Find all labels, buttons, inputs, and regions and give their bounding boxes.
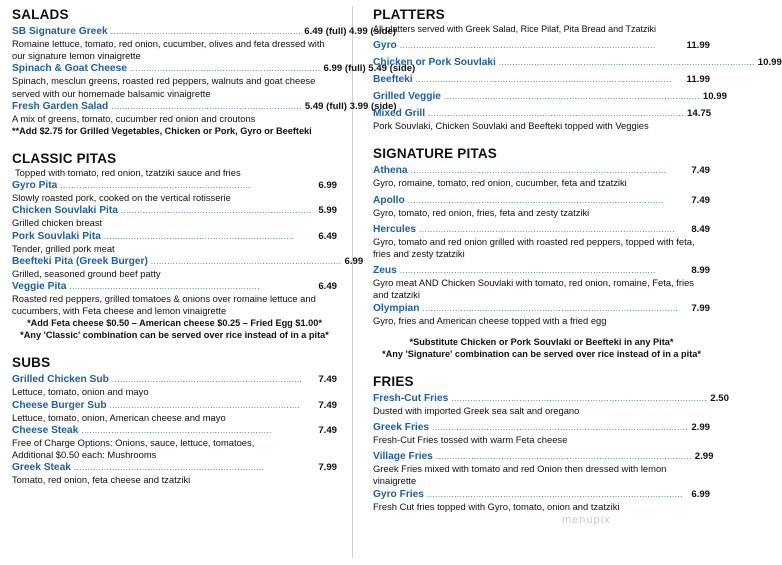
item-price: 5.49 (full) 3.99 (side) — [304, 100, 397, 112]
leader-dots: ...................................................................... — [73, 463, 265, 473]
section-title-salads: SALADS — [12, 7, 69, 22]
item-name: Chicken Souvlaki Pita — [12, 205, 118, 217]
item-price: 2.99 — [691, 422, 710, 434]
item-desc: Tomato, red onion, feta cheese and tzatziki — [12, 474, 191, 486]
menu-item-pork-souvlaki-pita[interactable] — [12, 230, 337, 243]
item-desc: Gyro, tomato and red onion grilled with roasted red peppers, topped with feta, fries and zesty tzatziki — [373, 235, 695, 260]
item-price: 14.75 — [687, 108, 712, 120]
section-title-platters: PLATTERS — [373, 7, 445, 22]
menu-item-gyro-platter[interactable] — [373, 39, 710, 52]
leader-dots: .............................................................................................. — [451, 393, 708, 403]
item-price: 7.99 — [318, 462, 337, 474]
item-name: Hercules — [373, 223, 417, 235]
leader-dots: ...................................................................... — [69, 282, 260, 292]
item-desc: Gyro, tomato, red onion, fries, feta and zesty tzatziki — [373, 206, 590, 218]
item-name: Mixed Grill — [373, 108, 426, 120]
leader-dots: ...................................................................... — [150, 256, 342, 266]
item-name: Apollo — [373, 194, 405, 206]
item-desc: Fresh-Cut Fries tossed with warm Feta cheese — [373, 434, 568, 446]
leader-dots: ...................................................................... — [103, 231, 295, 241]
leader-dots: ...................................................................... — [111, 101, 302, 111]
menu-item-sb-signature-greek[interactable] — [12, 25, 396, 38]
item-price: 6.49 (full) 4.99 (side) — [304, 26, 396, 37]
item-name: Beefteki — [373, 74, 413, 86]
leader-dots: .............................................................................................. — [410, 166, 667, 176]
item-desc: Tender, grilled pork meat — [12, 242, 115, 254]
item-name: Gyro Fries — [373, 488, 424, 500]
menu-item-olympian[interactable] — [373, 302, 710, 315]
item-desc: Gyro, fries and American cheese topped with a fried egg — [373, 314, 607, 326]
item-price: 11.99 — [686, 74, 710, 86]
item-price: 6.49 — [318, 281, 337, 293]
item-name: Beefteki Pita (Greek Burger) — [12, 255, 148, 267]
leader-dots: .............................................................................................. — [498, 58, 755, 68]
item-desc: Lettuce, tomato, onion and mayo — [12, 386, 149, 398]
item-name: Gyro Pita — [12, 180, 58, 192]
item-price: 7.99 — [691, 302, 710, 314]
item-desc: Grilled chicken breast — [12, 217, 103, 229]
watermark: menupix — [562, 514, 611, 526]
leader-dots: ...................................................................... — [110, 27, 302, 36]
item-name: Greek Fries — [373, 422, 430, 434]
item-price: 11.99 — [686, 40, 710, 52]
section-title-fries: FRIES — [373, 373, 414, 389]
item-name: Spinach & Goat Cheese — [12, 63, 127, 75]
menu-item-cheese-burger-sub[interactable] — [12, 399, 337, 412]
item-name: Zeus — [373, 265, 397, 277]
item-desc: A mix of greens, tomato, cucumber red onion and croutons — [12, 112, 256, 124]
signature-pitas-note-2: *Any 'Signature' combination can be served over rice instead of in a pita* — [382, 348, 701, 359]
item-desc: Gyro, romaine, tomato, red onion, cucumber, feta and tzatziki — [373, 177, 627, 189]
item-desc: Slowly roasted pork, cooked on the vertical rotisserie — [12, 192, 231, 204]
item-price: 7.49 — [691, 165, 710, 177]
item-desc: Gyro meat AND Chicken Souvlaki with tomato, red onion, romaine, Feta, fries and tzatziki — [373, 277, 694, 301]
item-name: Grilled Veggie — [373, 91, 441, 103]
column-divider — [352, 6, 353, 558]
menu-item-mixed-grill-platter[interactable] — [373, 107, 710, 120]
leader-dots: .............................................................................................. — [428, 109, 685, 119]
classic-pitas-note-1: *Add Feta cheese $0.50 – American cheese $0.25 – Fried Egg $1.00* — [27, 318, 322, 329]
menu-item-greek-fries[interactable] — [373, 421, 710, 434]
menu-item-grilled-chicken-sub[interactable] — [12, 373, 337, 386]
menu-item-gyro-fries[interactable] — [373, 488, 710, 501]
item-name: Olympian — [373, 302, 420, 314]
item-name: Fresh Garden Salad — [12, 100, 109, 112]
leader-dots: .............................................................................................. — [426, 489, 683, 499]
item-desc: Roasted red peppers, grilled tomatoes & onions over romaine lettuce and cucumbers, with Feta cheese and lemon vinaigrette — [12, 293, 316, 317]
menu-item-gyro-pita[interactable] — [12, 179, 337, 192]
menu-item-athena[interactable] — [373, 164, 710, 177]
item-price: 7.49 — [318, 399, 337, 411]
platters-intro: All platters served with Greek Salad, Rice Pilaf, Pita Bread and Tzatziki — [373, 24, 656, 34]
classic-pitas-intro: Topped with tomato, red onion, tzatziki sauce and fries — [15, 167, 241, 179]
leader-dots: ...................................................................... — [109, 400, 301, 410]
menu-item-village-fries[interactable] — [373, 450, 714, 463]
menu-item-cheese-steak[interactable] — [12, 424, 337, 437]
item-name: Cheese Burger Sub — [12, 399, 107, 411]
leader-dots: .............................................................................................. — [435, 452, 692, 462]
item-price: 7.49 — [691, 194, 710, 206]
leader-dots: .............................................................................................. — [415, 75, 672, 85]
section-title-signature-pitas: SIGNATURE PITAS — [373, 146, 498, 162]
leader-dots: .............................................................................................. — [443, 92, 700, 102]
item-name: Athena — [373, 165, 408, 177]
leader-dots: .............................................................................................. — [399, 266, 656, 276]
leader-dots: ...................................................................... — [111, 375, 303, 385]
item-name: SB Signature Greek — [12, 26, 108, 37]
leader-dots: .............................................................................................. — [419, 224, 675, 234]
item-price: 2.99 — [694, 451, 714, 463]
menu-item-zeus[interactable] — [373, 264, 710, 277]
item-name: Gyro — [373, 40, 397, 52]
item-name: Fresh-Cut Fries — [373, 392, 449, 404]
leader-dots: ...................................................................... — [120, 206, 312, 216]
item-desc: Lettuce, tomato, onion, American cheese and mayo — [12, 411, 226, 423]
section-title-subs: SUBS — [12, 355, 51, 371]
item-name: Chicken or Pork Souvlaki — [373, 57, 496, 69]
platters-desc: Pork Souvlaki, Chicken Souvlaki and Beefteki topped with Veggies — [373, 120, 649, 132]
item-desc: Romaine lettuce, tomato, red onion, cucumber, olives and feta dressed with our signature lemon vinaigrette — [12, 38, 325, 62]
signature-pitas-note-1: *Substitute Chicken or Pork Souvlaki or Beefteki in any Pita* — [409, 336, 674, 347]
menu-item-beefteki-platter[interactable] — [373, 73, 710, 86]
item-price: 6.99 — [344, 255, 364, 267]
leader-dots: .............................................................................................. — [407, 195, 664, 205]
item-desc: Fresh Cut fries topped with Gyro, tomato, onion and tzatziki — [373, 500, 620, 512]
section-title-classic-pitas: CLASSIC PITAS — [12, 151, 117, 167]
item-price: 6.99 — [691, 488, 710, 500]
menu-item-veggie-pita[interactable] — [12, 280, 337, 293]
item-price: 10.99 — [702, 91, 727, 103]
menu-item-greek-steak[interactable] — [12, 461, 337, 474]
item-price: 10.99 — [757, 57, 782, 69]
item-price: 5.99 — [318, 205, 337, 217]
item-desc: Spinach, mesclun greens, roasted red peppers, walnuts and goat cheese served with our homemade balsamic vinaigrette — [12, 75, 316, 99]
menu-item-grilled-veggie-platter[interactable] — [373, 90, 727, 103]
right-column — [373, 0, 782, 513]
menu-item-chicken-pork-souvlaki-platter[interactable] — [373, 56, 782, 69]
item-name: Grilled Chicken Sub — [12, 374, 109, 386]
leader-dots: ...................................................................... — [81, 425, 272, 435]
item-name: Cheese Steak — [12, 424, 79, 436]
item-desc: Dusted with imported Greek sea salt and oregano — [373, 404, 580, 416]
item-price: 8.99 — [691, 265, 710, 277]
classic-pitas-note-2: *Any 'Classic' combination can be served over rice instead of in a pita* — [20, 330, 329, 341]
item-price: 6.49 — [318, 230, 337, 242]
leader-dots: .............................................................................................. — [399, 41, 656, 51]
salads-note: **Add $2.75 for Grilled Vegetables, Chicken or Pork, Gyro or Beefteki — [12, 126, 312, 137]
item-price: 6.99 (full) 5.49 (side) — [323, 63, 416, 75]
item-desc: Free of Charge Options: Onions, sauce, lettuce, tomatoes, Additional $0.50 each: Mushrooms — [12, 436, 255, 461]
item-price: 6.99 — [318, 180, 337, 192]
menu-item-beefteki-pita[interactable] — [12, 255, 364, 268]
item-desc: Grilled, seasoned ground beef patty — [12, 267, 161, 279]
item-name: Veggie Pita — [12, 281, 67, 293]
item-price: 7.49 — [318, 374, 337, 386]
item-name: Village Fries — [373, 451, 433, 463]
item-price: 2.50 — [710, 392, 729, 404]
menu-item-hercules[interactable] — [373, 223, 710, 236]
menu-item-chicken-souvlaki-pita[interactable] — [12, 204, 337, 217]
leader-dots: ...................................................................... — [60, 181, 251, 191]
menu-item-fresh-cut-fries[interactable] — [373, 392, 729, 405]
menu-item-fresh-garden-salad[interactable] — [12, 100, 397, 113]
leader-dots: ...................................................................... — [129, 64, 321, 74]
item-name: Pork Souvlaki Pita — [12, 230, 101, 242]
menu-item-apollo[interactable] — [373, 194, 710, 207]
leader-dots: .............................................................................................. — [432, 423, 689, 433]
item-desc: Greek Fries mixed with tomato and red Onion then dressed with lemon vinaigrette — [373, 463, 667, 487]
item-price: 7.49 — [318, 424, 337, 436]
leader-dots: .............................................................................................. — [422, 303, 679, 313]
item-name: Greek Steak — [12, 462, 71, 474]
item-price: 8.49 — [691, 223, 710, 235]
menu-item-spinach-goat-cheese[interactable] — [12, 62, 416, 75]
